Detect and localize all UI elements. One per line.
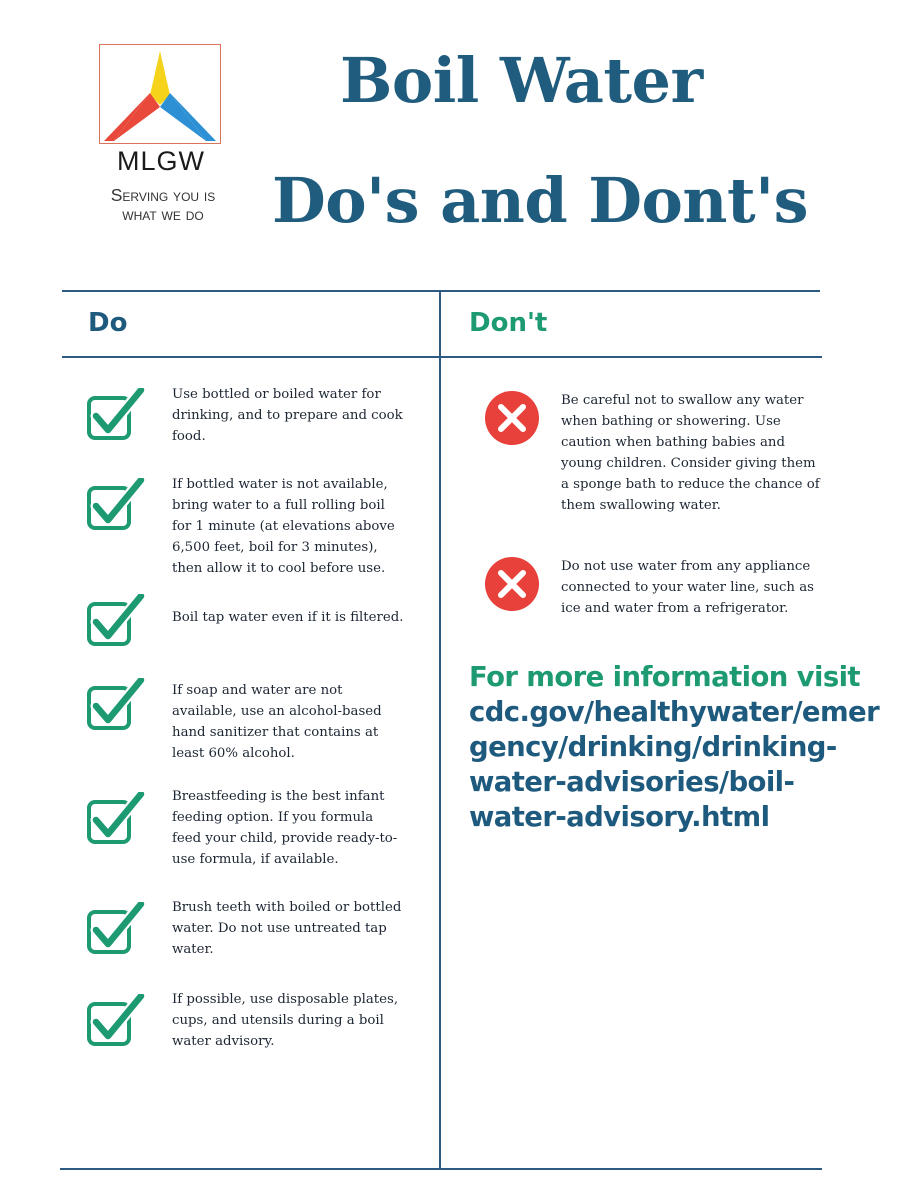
do-item-text: Use bottled or boiled water for drinking, and to prepare and cook food. (172, 387, 403, 444)
checkbox-checked-icon (86, 678, 146, 734)
checkbox-checked-icon (86, 594, 146, 650)
do-item-text: Brush teeth with boiled or bottled water. Do not use untreated tap water. (172, 900, 402, 957)
header-rule-do (62, 356, 440, 358)
checkbox-checked-icon (86, 994, 146, 1050)
dont-item-text: Be careful not to swallow any water when bathing or showering. Use caution when bathing babies and young children. Consider giving them a sponge bath to reduce the chance of them swallowing water. (561, 393, 820, 513)
x-circle-icon (484, 390, 540, 446)
checkbox-checked-icon (86, 792, 146, 848)
checkbox-checked-icon (86, 902, 146, 958)
logo-tagline-line2: what we do (122, 204, 204, 224)
checkbox-checked-icon (86, 388, 146, 444)
do-item-text: If bottled water is not available, bring water to a full rolling boil for 1 minute (at elevations above 6,500 feet, boil for 3 minutes), then allow it to cool before use. (172, 477, 395, 576)
logo-name: MLGW (117, 146, 205, 176)
x-circle-icon (484, 556, 540, 612)
triangle-logo-icon (100, 45, 220, 142)
logo-tagline (80, 186, 246, 224)
header-rule-dont (440, 356, 822, 358)
table-bottom-rule (60, 1168, 822, 1170)
do-item-text: If possible, use disposable plates, cups, and utensils during a boil water advisory. (172, 992, 399, 1049)
do-item-text: Boil tap water even if it is filtered. (172, 610, 404, 625)
more-info-block (469, 660, 899, 835)
page-title-line1: Boil Water (340, 44, 703, 117)
do-item-text: If soap and water are not available, use an alcohol-based hand sanitizer that contains at least 60% alcohol. (172, 683, 382, 761)
more-info-url-line[interactable]: gency/drinking/drinking- (469, 731, 837, 763)
mlgw-logo (99, 44, 221, 144)
more-info-url-line[interactable]: cdc.gov/healthywater/emer (469, 696, 880, 728)
column-divider (439, 290, 441, 1170)
more-info-url-line[interactable]: water-advisory.html (469, 801, 770, 833)
more-info-url-line[interactable]: water-advisories/boil- (469, 766, 795, 798)
more-info-lead: For more information visit (469, 661, 860, 693)
dont-heading: Don't (469, 308, 548, 338)
table-top-rule (62, 290, 820, 292)
dont-item-text: Do not use water from any appliance connected to your water line, such as ice and water from a refrigerator. (561, 559, 814, 616)
checkbox-checked-icon (86, 478, 146, 534)
logo-tagline-line1: Serving you is (110, 185, 216, 205)
page-title-line2: Do's and Dont's (272, 164, 808, 237)
do-heading: Do (88, 308, 128, 338)
do-item-text: Breastfeeding is the best infant feeding option. If you formula feed your child, provide ready-to-use formula, if available. (172, 789, 398, 867)
